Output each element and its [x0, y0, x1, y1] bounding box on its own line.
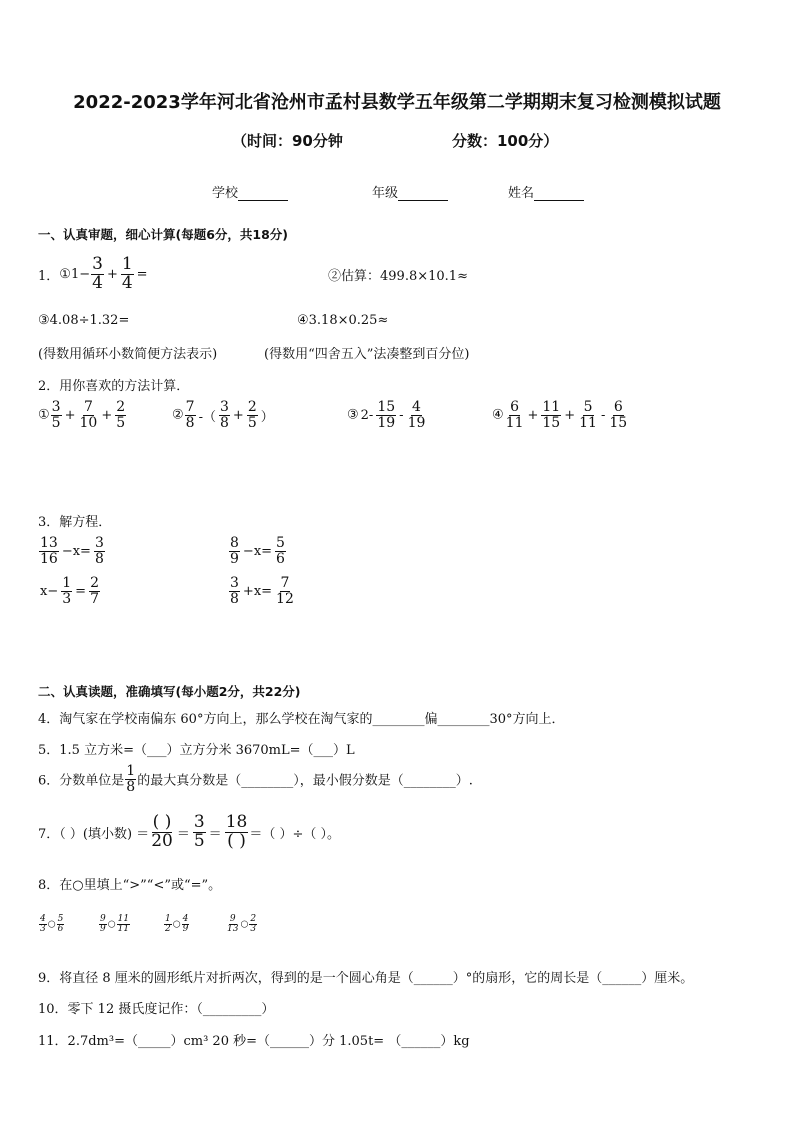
name-field: [508, 182, 584, 201]
q5: 5．1.5 立方米=（___）立方分米 3670mL=（___）L: [38, 743, 355, 758]
q2-prompt: 2．用你喜欢的方法计算．: [38, 379, 190, 394]
q1-c-mark: ③: [38, 313, 50, 328]
q8-pair-2: [98, 914, 131, 934]
fraction: $\frac{3}{8}$: [230, 575, 239, 607]
fraction: $\frac{8}{9}$: [230, 535, 239, 567]
fraction: $\frac{7}{10}$: [79, 399, 98, 431]
q7-frac1: $\frac{( )}{20}$: [151, 812, 173, 851]
grade-field: [372, 182, 448, 201]
q2-item-3: [347, 400, 427, 430]
fraction: $\frac{2}{7}$: [90, 575, 99, 607]
item-mark: ④: [492, 407, 504, 423]
fraction: $\frac{15}{19}$: [377, 399, 396, 431]
operator: −x=: [242, 543, 273, 559]
fraction: $\frac{9}{9}$: [100, 913, 106, 934]
q1-a-frac2: $\frac{1}{4}$: [121, 254, 133, 293]
exam-score: 分数：100分）: [452, 132, 559, 150]
q1-d-text: 3.18×0.25≈: [308, 313, 389, 328]
fraction: $\frac{4}{19}$: [407, 399, 426, 431]
fraction: $\frac{1}{2}$: [165, 913, 171, 934]
q6-frac: $\frac{1}{8}$: [126, 763, 136, 795]
page-title: 2022-2023学年河北省沧州市孟村县数学五年级第二学期期末复习检测模拟试题: [73, 92, 721, 113]
q1-number: 1．: [38, 268, 60, 284]
school-field: [212, 182, 288, 201]
q1-d-mark: ④: [297, 313, 309, 328]
q6-pre: 6．分数单位是: [38, 773, 125, 789]
fraction: $\frac{7}{8}$: [185, 399, 195, 431]
item-mark: ③: [347, 407, 359, 423]
q3-eq-4: [228, 576, 296, 606]
operator: -（: [198, 409, 216, 425]
q1-d: [297, 313, 388, 328]
operator: +: [564, 407, 576, 423]
q1-c: [38, 313, 129, 328]
name-label: 姓名: [508, 186, 535, 201]
q8-pair-3: [163, 914, 190, 934]
q1-a-lead: 1−: [70, 266, 91, 282]
q6: [38, 764, 473, 794]
name-blank[interactable]: [534, 186, 584, 201]
q1-a: 1．①1− $\frac{3}{4}$ + $\frac{1}{4}$ =: [38, 254, 148, 293]
fraction: $\frac{2}{5}$: [247, 399, 257, 431]
q3-eq-3: [38, 576, 101, 606]
q8-pair-1: [38, 914, 65, 934]
operator: +: [101, 407, 113, 423]
fraction: $\frac{6}{11}$: [505, 399, 524, 431]
operator: -: [600, 407, 606, 423]
q1-note-2: (得数用“四舍五入”法凑整到百分位): [264, 347, 470, 362]
fraction: $\frac{9}{13}$: [227, 913, 239, 934]
fraction: $\frac{2}{3}$: [250, 913, 257, 934]
fraction: $\frac{3}{8}$: [94, 535, 104, 567]
section-2-heading: 二、认真读题，准确填写(每小题2分，共22分): [38, 684, 301, 699]
operator: +x=: [242, 583, 273, 599]
q7-frac3: $\frac{18}{( )}$: [225, 812, 248, 851]
fraction: $\frac{11}{11}$: [117, 913, 130, 934]
compare-circle[interactable]: ○: [107, 919, 116, 930]
fraction: $\frac{2}{5}$: [116, 399, 126, 431]
q3-eq-2: [228, 536, 287, 566]
fraction: $\frac{5}{11}$: [579, 399, 597, 431]
q8-prompt: 8．在○里填上“>”“<”或“=”。: [38, 878, 222, 893]
q1-a-frac1: $\frac{3}{4}$: [92, 254, 103, 293]
q7-pre: 7．（ ）(填小数) ＝: [38, 826, 150, 842]
q8-pair-4: [225, 914, 258, 934]
operator: −x=: [61, 543, 91, 559]
q9: 9．将直径 8 厘米的圆形纸片对折两次，得到的是一个圆心角是（______）°的扇形，它的周长是（______）厘米。: [38, 971, 694, 986]
fraction: $\frac{3}{8}$: [219, 399, 229, 431]
fraction: $\frac{6}{15}$: [609, 399, 628, 431]
fraction: $\frac{4}{9}$: [182, 913, 189, 934]
operator: =: [75, 583, 87, 599]
q7-post: ＝（ ）÷（ ）。: [249, 826, 340, 842]
operator: +: [232, 407, 244, 423]
grade-label: 年级: [372, 186, 399, 201]
q3-prompt: 3．解方程．: [38, 515, 112, 530]
section-1-heading: 一、认真审题，细心计算(每题6分，共18分): [38, 227, 289, 242]
q1-b-mark: ②: [328, 269, 342, 284]
q1-a-mark: ①: [59, 266, 71, 282]
fraction: $\frac{13}{16}$: [40, 535, 58, 567]
q6-post: 的最大真分数是（________），最小假分数是（________）.: [137, 773, 473, 789]
fraction: $\frac{5}{6}$: [57, 913, 64, 934]
operator: -: [399, 407, 404, 423]
fraction: $\frac{7}{12}$: [276, 575, 294, 607]
operator: +: [64, 407, 76, 423]
q1-b: [328, 265, 468, 284]
exam-time: （时间：90分钟: [232, 132, 343, 150]
operator: +: [527, 407, 539, 423]
q3-eq-1: [38, 536, 106, 566]
q1-b-text: 估算：499.8×10.1≈: [341, 269, 468, 284]
compare-circle[interactable]: ○: [240, 919, 249, 930]
q7: 7．（ ）(填小数) ＝ $\frac{( )}{20}$ ＝ $\frac{3}{5}$ ＝ $\frac{18}{( )}$ ＝（ ）÷（ ）。: [38, 812, 340, 851]
fraction: $\frac{1}{3}$: [62, 575, 72, 607]
school-label: 学校: [212, 186, 239, 201]
compare-circle[interactable]: ○: [172, 919, 181, 930]
q2-item-4: [492, 400, 629, 430]
q4: 4．淘气家在学校南偏东 60°方向上，那么学校在淘气家的________偏________30°方向上．: [38, 712, 565, 727]
operator: ）: [260, 409, 274, 425]
q1-c-text: 4.08÷1.32=: [49, 313, 130, 328]
item-mark: ②: [172, 407, 184, 423]
compare-circle[interactable]: ○: [47, 919, 56, 930]
q7-frac2: $\frac{3}{5}$: [193, 812, 205, 851]
fraction: $\frac{5}{6}$: [276, 535, 285, 567]
q11: 11．2.7dm³=（_____）cm³ 20 秒=（______）分 1.05t= （______）kg: [38, 1034, 470, 1049]
q1-note-1: (得数用循环小数简便方法表示): [38, 347, 218, 362]
operator: 2-: [360, 407, 374, 423]
item-mark: ①: [38, 407, 50, 423]
fraction: $\frac{4}{3}$: [40, 913, 46, 934]
grade-blank[interactable]: [398, 186, 448, 201]
q2-item-1: [38, 400, 127, 430]
q2-item-2: [172, 400, 276, 430]
fraction: $\frac{11}{15}$: [542, 399, 561, 431]
operator: x−: [40, 583, 59, 599]
q10: 10．零下 12 摄氏度记作：（_________）: [38, 1002, 275, 1017]
fraction: $\frac{3}{5}$: [51, 399, 61, 431]
school-blank[interactable]: [238, 186, 288, 201]
